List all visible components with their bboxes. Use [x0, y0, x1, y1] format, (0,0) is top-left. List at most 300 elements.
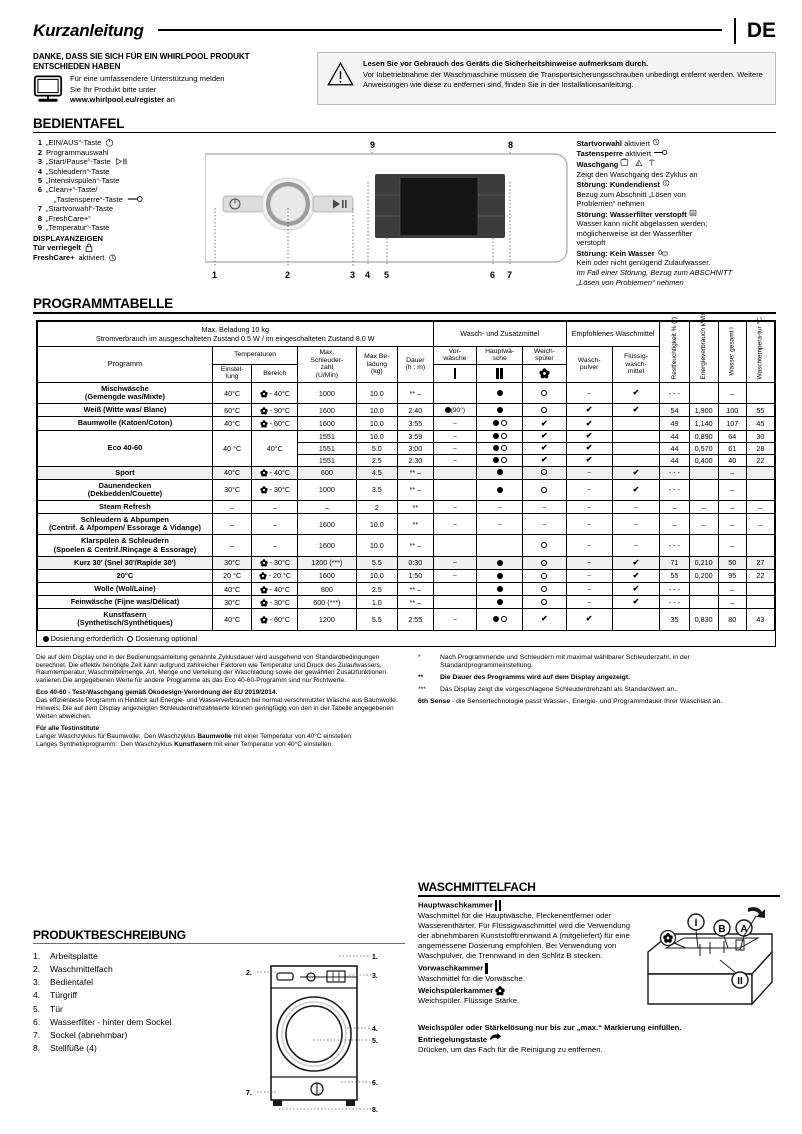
temp-range-cell — [252, 556, 298, 569]
softener-cell — [523, 569, 567, 582]
program-name-cell: Baumwolle (Katoen/Coton) — [38, 417, 213, 430]
spin-speed-cell: 1000 — [298, 383, 356, 404]
product-parts-list — [33, 950, 243, 1126]
safety-warning-title: Lesen Sie vor Gebrauch des Geräts die Sicherheitshinweise aufmerksam durch. — [363, 59, 649, 68]
callout-2: 2 — [284, 270, 290, 281]
load-cell: 10.0 — [356, 535, 398, 556]
residual-moisture-cell: - - - — [660, 596, 689, 609]
powder-cell — [566, 596, 612, 609]
sixth-sense-label: 6th Sense — [418, 697, 451, 705]
duration-cell: 2:55 — [398, 609, 433, 630]
cold-snowflake-icon — [260, 616, 268, 624]
footnote-2-text: Die Dauer des Programms wird auf dem Display angezeigt. — [440, 674, 630, 682]
dot-marker — [493, 433, 499, 439]
wash-temp-cell: 22 — [746, 454, 774, 466]
header-vorwaesche: Vor- wäsche — [433, 346, 477, 364]
list-item-label: Stellfüße (4) — [50, 1042, 97, 1053]
program-name-cell: Wolle (Wol/Laine) — [38, 583, 213, 596]
prewash-cell — [433, 442, 477, 454]
machine-callout-1: 1. — [372, 954, 378, 962]
lock-icon — [85, 243, 93, 252]
spin-speed-cell: 1600 — [298, 417, 356, 430]
duration-cell: ** – — [398, 383, 433, 404]
ring-marker — [541, 407, 547, 413]
drawer-label-B: B — [718, 923, 726, 935]
check-marker: ✔ — [585, 443, 593, 453]
water-cell: 80 — [718, 609, 746, 630]
symbol-vorwaesche — [433, 364, 477, 382]
softener-cell — [523, 501, 567, 514]
header-energie: Energieverbrauch kWh — [689, 321, 718, 382]
temp-setting-cell: 30°C — [212, 596, 252, 609]
thanks-line-1: Für eine umfassendere Unterstützung melden — [70, 74, 225, 84]
softener-cell — [523, 596, 567, 609]
legend-item — [33, 176, 203, 185]
callout-5: 5 — [383, 270, 389, 281]
cell-text: – — [587, 572, 591, 580]
header-wasser: Wasser gesamt l — [718, 321, 746, 382]
load-cell: 1.0 — [356, 596, 398, 609]
duration-cell: ** – — [398, 583, 433, 596]
temp-range-text: - 60°C — [269, 614, 291, 624]
ring-marker — [541, 560, 547, 566]
svg-text:S: S — [664, 181, 668, 187]
legend-label: „Intensivspülen“-Taste — [46, 176, 120, 186]
residual-moisture-cell: - - - — [660, 466, 689, 479]
header-hauptwaesche: Hauptwä- sche — [477, 346, 523, 364]
list-item — [33, 1016, 243, 1029]
ring-marker — [501, 616, 507, 622]
softener-cell — [523, 583, 567, 596]
table-row — [38, 404, 775, 417]
legend-item — [33, 167, 203, 176]
right-item-stoerung-kundendienst — [577, 179, 776, 190]
energy-cell: 1,900 — [689, 404, 718, 417]
softener-cell — [523, 556, 567, 569]
display-item-door-lock — [33, 243, 203, 252]
cell-text: – — [453, 615, 457, 623]
weichspuelerkammer-heading — [418, 986, 634, 996]
note-hinweis: Hinweis: Die auf dem Display angezeigten Schleuderdrehzahlwerte können geringfügig von den in der Tabelle angegebenen Werten abweichen. — [36, 705, 394, 721]
cell-text: – — [587, 559, 591, 567]
callout-6: 6 — [489, 270, 495, 281]
table-row — [38, 556, 775, 569]
program-name-cell: Mischwäsche (Gemengde was/Mixte) — [38, 383, 213, 404]
cold-snowflake-icon — [260, 420, 268, 428]
temp-range-cell — [252, 596, 298, 609]
list-item-number: 2. — [33, 964, 41, 975]
cold-snowflake-icon — [260, 469, 268, 477]
tastensperre-label: Tastensperre — [576, 148, 624, 158]
load-cell: 2.5 — [356, 454, 398, 466]
symbol-weichspueler — [523, 364, 567, 382]
cell-text: – — [587, 389, 591, 397]
temp-setting-cell: – — [212, 535, 252, 556]
warning-triangle-icon — [327, 61, 354, 87]
ring-marker — [541, 573, 547, 579]
dot-marker — [497, 390, 503, 396]
mainwash-cell — [477, 383, 523, 404]
ring-marker — [541, 487, 547, 493]
temp-setting-cell: 60°C — [212, 404, 252, 417]
softener-flower-icon — [495, 986, 505, 996]
wash-temp-cell: 27 — [746, 556, 774, 569]
program-name-cell: Sport — [38, 466, 213, 479]
machine-callout-4: 4. — [372, 1026, 378, 1034]
liquid-cell — [612, 430, 660, 442]
powder-cell — [566, 583, 612, 596]
energy-cell: 1,140 — [689, 417, 718, 430]
note-eco-heading: Eco 40-60 - Test-Waschgang gemäß Ökodesign-Verordnung der EU 2019/2014. — [36, 689, 278, 697]
vorwaschkammer-heading — [418, 963, 634, 974]
powder-cell — [566, 417, 612, 430]
wash-temp-cell — [746, 466, 774, 479]
stoerung-kundendienst-label: Störung: Kundendienst — [576, 180, 660, 190]
temp-range-cell — [252, 583, 298, 596]
water-cell: – — [718, 583, 746, 596]
footnote-6thsense — [418, 698, 776, 707]
cell-text: – — [453, 456, 457, 464]
ring-marker — [541, 599, 547, 605]
right-item-tastensperre: Tastensperre aktiviert — [577, 149, 776, 159]
cell-text: – — [587, 520, 591, 528]
powder-cell — [566, 556, 612, 569]
table-legend-row — [38, 630, 775, 646]
entriegelungstaste-desc: Drücken, um das Fach für die Reinigung zu entfernen. — [418, 1044, 603, 1054]
thanks-block — [33, 52, 303, 105]
notes-right — [418, 654, 776, 753]
footnote-3 — [418, 686, 776, 695]
freshcare-rest: aktiviert — [78, 252, 105, 262]
powder-cell — [566, 501, 612, 514]
ring-marker — [541, 390, 547, 396]
residual-moisture-cell: - - - — [660, 383, 689, 404]
check-marker: ✔ — [632, 584, 640, 594]
cell-text: – — [497, 503, 502, 511]
dot-marker — [497, 560, 503, 566]
liquid-cell — [612, 514, 660, 535]
spin-speed-cell: – — [298, 501, 356, 514]
prewash-cell — [433, 404, 477, 417]
liquid-cell — [612, 466, 660, 479]
thanks-text — [70, 74, 225, 104]
check-marker: ✔ — [632, 388, 640, 398]
water-cell: 40 — [718, 454, 746, 466]
door-lock-label: Tür verriegelt — [33, 243, 81, 253]
softener-cell — [523, 514, 567, 535]
programmtabelle-title: PROGRAMMTABELLE — [33, 296, 173, 312]
powder-cell — [566, 383, 612, 404]
wash-temp-cell: – — [746, 501, 774, 514]
dot-marker — [493, 457, 499, 463]
cell-text: – — [542, 520, 547, 528]
hauptwaschkammer-label: Hauptwaschkammer — [418, 900, 493, 910]
residual-moisture-cell: – — [660, 514, 689, 535]
legend-item — [33, 214, 203, 223]
bedientafel-section-header — [0, 116, 802, 134]
callout-1: 1 — [211, 270, 217, 281]
temp-note: (90°) — [450, 406, 466, 414]
load-cell: 5.5 — [356, 556, 398, 569]
cell-text: – — [453, 520, 457, 528]
legend-label: „FreshCare+“ — [46, 213, 91, 223]
thanks-line-2: Sie Ihr Produkt bitte unter — [70, 84, 157, 94]
liquid-cell — [612, 442, 660, 454]
table-row — [38, 383, 775, 404]
programmtabelle-rule — [33, 312, 776, 314]
list-item-label: Sockel (abnehmbar) — [50, 1029, 128, 1040]
temp-range-text: - 90°C — [269, 405, 291, 415]
temp-setting-cell: 40°C — [212, 383, 252, 404]
dot-marker — [497, 469, 503, 475]
legend-label: „Start/Pause“-Taste — [46, 157, 111, 167]
cold-snowflake-icon — [260, 390, 268, 398]
list-item-number: 4. — [33, 990, 41, 1001]
powder-cell — [566, 569, 612, 582]
powder-cell — [566, 454, 612, 466]
prewash-cell — [433, 501, 477, 514]
detergent-text-col — [418, 900, 634, 1022]
startvorwahl-label: Startvorwahl — [576, 139, 622, 149]
program-name-cell: Kurz 30' (Snel 30'/Rapide 30') — [38, 556, 213, 569]
right-item-kd-desc-2: Problemen“ nehmen — [576, 199, 645, 209]
residual-moisture-cell: - - - — [660, 479, 689, 500]
list-item-number: 3. — [33, 977, 41, 988]
temp-range-text: - 40°C — [269, 388, 291, 398]
stoerung-filter-label: Störung: Wasserfilter verstopft — [576, 209, 687, 219]
program-name-cell: 20°C — [38, 569, 213, 582]
waschmittelfach-title: WASCHMITTELFACH — [418, 880, 536, 894]
mainwash-cell — [477, 596, 523, 609]
header-bereich: Bereich — [252, 364, 298, 382]
dot-marker — [497, 407, 503, 413]
legend-dot-icon — [43, 636, 49, 642]
prewash-cell — [433, 609, 477, 630]
right-item-note-2: „Lösen von Problemen“ nehmen — [576, 277, 684, 287]
right-item-note-1: Im Fall einer Störung, Bezug zum ABSCHNITT — [576, 267, 733, 277]
header-load-power — [38, 321, 434, 346]
temp-range-cell — [252, 466, 298, 479]
program-table-body — [38, 383, 775, 631]
residual-moisture-cell: 35 — [660, 609, 689, 630]
mainwash-cell — [477, 609, 523, 630]
program-name-cell: Schleudern & Abpumpen (Centrif. & Afpompen/ Essorage & Vidange) — [38, 514, 213, 535]
control-panel-illustration — [205, 138, 575, 287]
load-cell: 10.0 — [356, 569, 398, 582]
spin-speed-cell: 1551 — [298, 430, 356, 442]
powder-cell — [566, 479, 612, 500]
program-table-wrapper — [36, 313, 776, 647]
header-rule — [158, 29, 723, 31]
check-marker: ✔ — [585, 614, 593, 624]
check-marker: ✔ — [632, 467, 640, 477]
temp-range-cell — [252, 404, 298, 417]
freshcare-icon — [108, 253, 117, 262]
mainwash-cell — [477, 501, 523, 514]
temp-setting-cell: – — [212, 501, 252, 514]
water-cell: 95 — [718, 569, 746, 582]
residual-moisture-cell: – — [660, 501, 689, 514]
thanks-line-3: an — [166, 94, 175, 104]
check-marker: ✔ — [585, 431, 593, 441]
liquid-cell — [612, 569, 660, 582]
spin-speed-cell: 1551 — [298, 442, 356, 454]
control-panel-legend-left — [33, 138, 203, 287]
waschmittelfach-rule — [418, 895, 780, 897]
right-item-filter-desc-2: möglicherweise ist der Wasserfilter — [576, 228, 693, 238]
dot-marker — [497, 573, 503, 579]
legend-label: „Schleudern“-Taste — [46, 166, 110, 176]
programmtabelle-section-header — [0, 296, 802, 314]
temp-setting-cell: 40 °C — [212, 430, 252, 466]
language-code: DE — [746, 19, 776, 42]
legend-label: Programmauswahl — [46, 147, 109, 157]
note-eco-body: Das effizienteste Programm in Hinblick auf Energie- und Wasserverbrauch bei normal verschmutzter Wäsche aus Baumwolle. — [36, 697, 398, 705]
load-cell: 2 — [356, 501, 398, 514]
prewash-cell — [433, 556, 477, 569]
water-cell: 107 — [718, 417, 746, 430]
water-cell: – — [718, 479, 746, 500]
cold-snowflake-icon — [260, 407, 268, 415]
temp-range-text: - 60°C — [269, 418, 291, 428]
prewash-cell — [433, 583, 477, 596]
cell-text: – — [587, 598, 591, 606]
right-item-filter-desc-1: Wasser kann nicht abgelassen werden; — [576, 219, 708, 229]
legend-label: „Startvorwahl“-Taste — [46, 204, 114, 214]
key-lock-icon — [653, 149, 668, 156]
ring-marker — [501, 420, 507, 426]
register-link[interactable]: www.whirlpool.eu/register — [70, 94, 165, 104]
legend-item — [33, 185, 203, 194]
energy-cell: 0,210 — [689, 556, 718, 569]
softener-cell — [523, 404, 567, 417]
prewash-cell — [433, 383, 477, 404]
list-item-number: 8. — [33, 1042, 41, 1053]
softener-cell — [523, 417, 567, 430]
softener-cell — [523, 454, 567, 466]
legend-item — [33, 148, 203, 157]
energy-cell: 0,400 — [689, 454, 718, 466]
list-item-label: Waschmittelfach — [50, 964, 113, 975]
wash-temp-cell — [746, 583, 774, 596]
release-arrow-icon — [748, 907, 765, 918]
drawer-label-II: II — [737, 975, 743, 987]
energy-cell: 0,200 — [689, 569, 718, 582]
cell-text: – — [453, 503, 457, 511]
control-panel-svg — [205, 138, 575, 283]
list-item-label: Arbeitsplatte — [50, 951, 98, 962]
spin-speed-cell: 1200 — [298, 609, 356, 630]
legend-item — [33, 138, 203, 147]
cell-text: – — [634, 520, 638, 528]
wash-temp-cell: 45 — [746, 417, 774, 430]
dot-marker — [493, 420, 499, 426]
header-temperaturen: Temperaturen — [212, 346, 297, 364]
prewash-cell — [433, 479, 477, 500]
table-row — [38, 466, 775, 479]
cell-text: – — [497, 520, 502, 528]
list-item-number: 5. — [33, 1003, 41, 1014]
spin-speed-cell: 600 — [298, 466, 356, 479]
wash-temp-cell: 30 — [746, 430, 774, 442]
header-programm: Programm — [38, 346, 213, 382]
ring-marker — [501, 445, 507, 451]
legend-number: 3 — [37, 157, 42, 167]
wash-temp-cell — [746, 479, 774, 500]
residual-moisture-cell: - - - — [660, 535, 689, 556]
duration-cell: ** – — [398, 479, 433, 500]
liquid-cell — [612, 383, 660, 404]
spin-speed-cell: 1600 — [298, 569, 356, 582]
power-consumption-text: Stromverbrauch im ausgeschalteten Zustand 0.5 W / im eingeschalteten Zustand 8.0 W — [96, 333, 375, 343]
check-marker: ✔ — [632, 405, 640, 415]
liquid-cell — [612, 596, 660, 609]
check-marker: ✔ — [632, 597, 640, 607]
machine-illustration — [243, 944, 405, 1126]
bedientafel-title: BEDIENTAFEL — [33, 115, 125, 131]
load-cell: 10.0 — [356, 417, 398, 430]
washing-machine-svg — [243, 944, 383, 1124]
softener-cell — [523, 383, 567, 404]
cell-text: – — [587, 486, 591, 494]
callout-4: 4 — [364, 270, 370, 281]
water-cell: – — [718, 466, 746, 479]
wash-temp-cell: 43 — [746, 609, 774, 630]
cell-text: – — [634, 542, 638, 550]
legend-number: 6 — [37, 185, 42, 195]
liquid-cell — [612, 501, 660, 514]
table-row — [38, 479, 775, 500]
right-item-startvorwahl: Startvorwahl aktiviert — [577, 138, 776, 149]
prewash-cell — [433, 569, 477, 582]
footnote-2-mark: ** — [418, 674, 424, 682]
mainwash-cell — [477, 479, 523, 500]
wash-temp-cell — [746, 383, 774, 404]
list-item — [33, 1042, 243, 1055]
residual-moisture-cell: 44 — [660, 454, 689, 466]
residual-moisture-cell: 55 — [660, 569, 689, 582]
residual-moisture-cell: 54 — [660, 404, 689, 417]
ring-marker — [541, 586, 547, 592]
safety-warning-body: Vor Inbetriebnahme der Waschmaschine müssen die Transportsicherungsschrauben unbedingt entfernt werden. Weitere Anweisungen wie diese zu entfernen sind, finden Sie in der Installationsanleitung. — [363, 70, 763, 90]
duration-cell: ** – — [398, 466, 433, 479]
check-marker: ✔ — [541, 614, 548, 624]
safety-warning-text — [363, 59, 767, 90]
cell-text: – — [453, 572, 457, 580]
program-name-cell: Daunendecken (Dekbedden/Couette) — [38, 479, 213, 500]
legend-number: 8 — [37, 213, 42, 223]
mainwash-cell — [477, 569, 523, 582]
water-cell: – — [718, 383, 746, 404]
powder-cell — [566, 442, 612, 454]
program-name-cell: Weiß (Witte was/ Blanc) — [38, 404, 213, 417]
list-item-number: 1. — [33, 951, 41, 962]
cell-text: – — [542, 503, 547, 511]
liquid-cell — [612, 404, 660, 417]
mainwash-cell — [477, 466, 523, 479]
temp-range-cell — [252, 609, 298, 630]
legend-number: 4 — [37, 166, 42, 176]
header-dauer: Dauer (h : m) — [398, 346, 433, 382]
header-recommended: Empfohlenes Waschmittel — [566, 321, 660, 346]
softener-cell — [523, 535, 567, 556]
control-panel-block — [0, 133, 802, 287]
duration-cell: ** – — [398, 596, 433, 609]
hauptwaschkammer-desc: Waschmittel für die Hauptwäsche, Fleckenentferner oder Wasserenthärter. Für Flüssigwaschmittel wird die Verwendung der abnehmbaren Kunststofftrennwand A (mitgeliefert) für eine angemessene Dosierung empfohlen. Bei Verwendung von Waschpulver, die Trennwand in den Schlitz B stecken. — [418, 910, 631, 960]
wash-temp-cell: 28 — [746, 442, 774, 454]
temp-range-cell — [252, 479, 298, 500]
safety-warning-box — [317, 52, 776, 105]
